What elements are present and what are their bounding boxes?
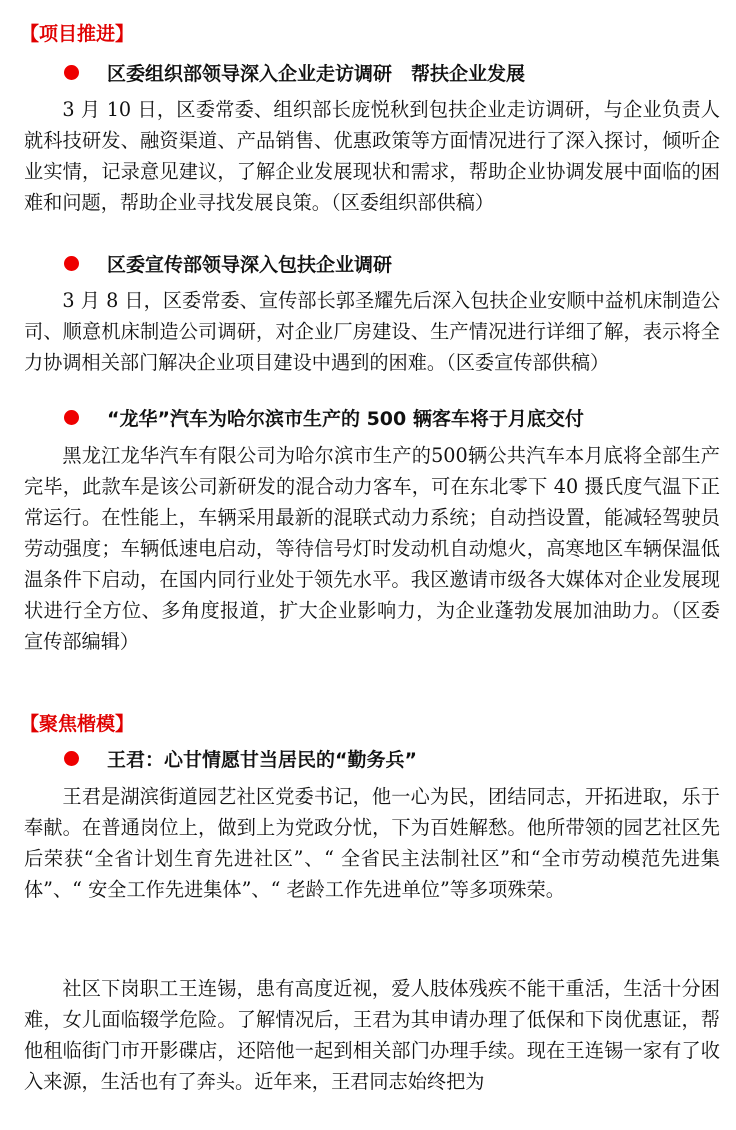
red-bullet-icon xyxy=(64,751,79,766)
article-heading xyxy=(64,57,525,87)
article-title: 王君：心甘情愿甘当居民的“勤务兵” xyxy=(107,748,417,771)
red-bullet-icon xyxy=(64,410,79,425)
article-title: 区委组织部领导深入企业走访调研 帮扶企业发展 xyxy=(107,62,526,85)
section-label-focus-models: 【聚焦楷模】 xyxy=(20,713,135,735)
article-heading xyxy=(64,743,417,773)
red-bullet-icon xyxy=(64,256,79,271)
article-paragraph: 3 月 10 日，区委常委、组织部长庞悦秋到包扶企业走访调研，与企业负责人就科技研发、融资渠道、产品销售、优惠政策等方面情况进行了深入探讨，倾听企业实情，记录意见建议，了解企业发展现状和需求，帮助企业协调发展中面临的困难和问题，帮助企业寻找发展良策。（区委组织部供稿） xyxy=(24,98,720,214)
section-label-project-progress: 【项目推进】 xyxy=(20,23,135,45)
article-paragraph: 黑龙江龙华汽车有限公司为哈尔滨市生产的500辆公共汽车本月底将全部生产完毕，此款车是该公司新研发的混合动力客车，可在东北零下 40 摄氏度气温下正常运行。在性能上，车辆采用最新的混联式动力系统；自动挡设置，能减轻驾驶员劳动强度；车辆低速电启动，等待信号灯时发动机自动熄火，高寒地区车辆保温低温条件下启动，在国内同行业处于领先水平。我区邀请市级各大媒体对企业发展现状进行全方位、多角度报道，扩大企业影响力，为企业蓬勃发展加油助力。（区委宣传部编辑） xyxy=(24,444,720,653)
red-bullet-icon xyxy=(64,65,79,80)
article-paragraph: 3 月 8 日，区委常委、宣传部长郭圣耀先后深入包扶企业安顺中益机床制造公司、顺意机床制造公司调研，对企业厂房建设、生产情况进行详细了解，表示将全力协调相关部门解决企业项目建设中遇到的困难。（区委宣传部供稿） xyxy=(24,289,720,374)
article-heading xyxy=(64,248,392,278)
article-title: 区委宣传部领导深入包扶企业调研 xyxy=(107,253,393,276)
article-paragraph: 社区下岗职工王连锡，患有高度近视，爱人肢体残疾不能干重活，生活十分困难，女儿面临辍学危险。了解情况后，王君为其申请办理了低保和下岗优惠证，帮他租临街门市开影碟店，还陪他一起到相关部门办理手续。现在王连锡一家有了收入来源，生活也有了奔头。近年来，王君同志始终把为 xyxy=(24,977,720,1093)
article-paragraph: 王君是湖滨街道园艺社区党委书记，他一心为民，团结同志，开拓进取，乐于奉献。在普通岗位上，做到上为党政分忧，下为百姓解愁。他所带领的园艺社区先后荣获“全省计划生育先进社区”、“ 全省民主法制社区”和“全市劳动模范先进集体”、“ 安全工作先进集体”、“ 老龄工作先进单位”等多项殊荣。 xyxy=(24,785,720,901)
article-title: “龙华”汽车为哈尔滨市生产的 500 辆客车将于月底交付 xyxy=(107,407,584,430)
article-heading xyxy=(64,402,584,432)
